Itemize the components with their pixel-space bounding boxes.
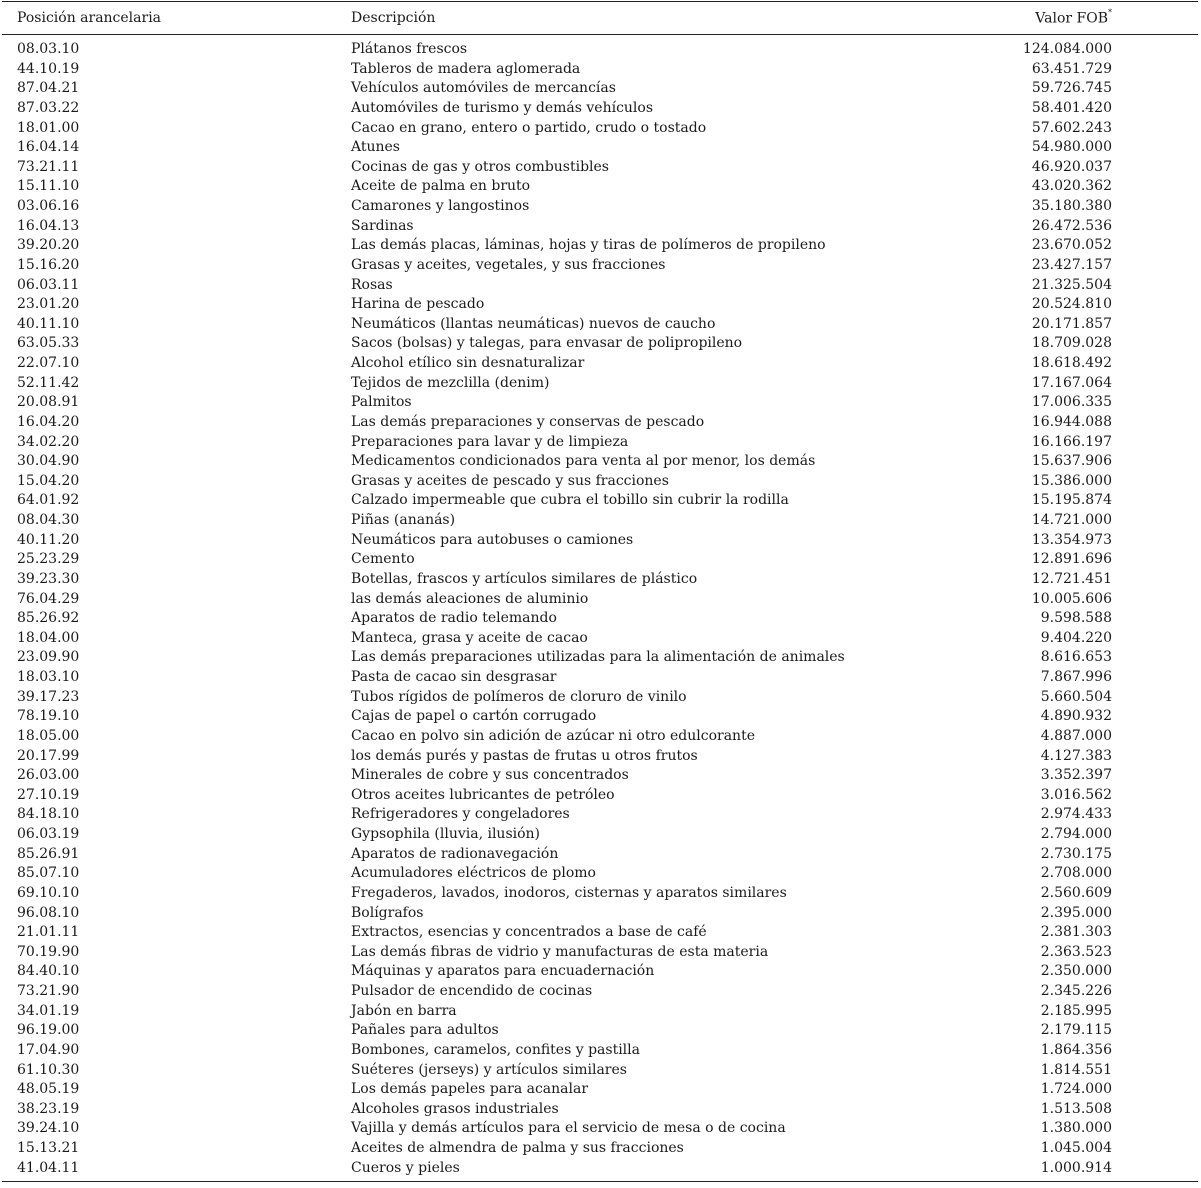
- cell-value: 14.721.000: [1031, 512, 1112, 528]
- table-row: [2, 805, 1198, 825]
- table-row: [2, 79, 1198, 99]
- table-row: [2, 452, 1198, 472]
- cell-value: 9.404.220: [1040, 629, 1112, 646]
- cell-description: Cemento: [351, 551, 415, 568]
- table-row: [2, 786, 1198, 806]
- cell-position: 84.18.10: [17, 806, 80, 823]
- table-row: [2, 923, 1198, 943]
- cell-value: 1.380.000: [1040, 1120, 1112, 1137]
- cell-position: 34.02.20: [17, 433, 80, 450]
- cell-description: Medicamentos condicionados para venta al por menor, los demás: [351, 453, 816, 470]
- cell-value: 63.451.729: [1031, 60, 1112, 77]
- table-row: [2, 747, 1198, 767]
- cell-value: 3.352.397: [1040, 767, 1112, 784]
- cell-description: Manteca, grasa y aceite de cacao: [351, 629, 588, 646]
- cell-value: 4.890.932: [1040, 708, 1112, 725]
- cell-description: Pasta de cacao sin desgrasar: [351, 669, 557, 685]
- table-row: [2, 315, 1198, 335]
- cell-value: 15.637.906: [1031, 453, 1112, 470]
- cell-position: 40.11.20: [17, 531, 80, 548]
- cell-position: 73.21.90: [17, 983, 80, 999]
- cell-value: 21.325.504: [1031, 276, 1112, 293]
- cell-description: Neumáticos para autobuses o camiones: [351, 531, 634, 548]
- cell-value: 2.350.000: [1040, 963, 1112, 980]
- cell-value: 2.179.115: [1040, 1022, 1112, 1039]
- cell-position: 26.03.00: [17, 767, 80, 784]
- cell-description: Neumáticos (llantas neumáticas) nuevos de caucho: [351, 315, 716, 332]
- cell-value: 3.016.562: [1040, 786, 1112, 803]
- table-row: [2, 766, 1198, 786]
- cell-description: Refrigeradores y congeladores: [351, 806, 570, 823]
- cell-position: 85.26.92: [17, 610, 80, 627]
- cell-position: 44.10.19: [17, 60, 80, 77]
- cell-description: Los demás papeles para acanalar: [351, 1081, 589, 1098]
- cell-value: 12.891.696: [1031, 551, 1112, 568]
- cell-description: Pañales para adultos: [351, 1022, 499, 1039]
- cell-position: 70.19.90: [17, 943, 80, 960]
- cell-value: 1.864.356: [1040, 1041, 1112, 1058]
- table-row: [2, 217, 1198, 237]
- table-row: [2, 177, 1198, 197]
- cell-description: Aparatos de radionavegación: [351, 845, 559, 862]
- table-row: [2, 1041, 1198, 1061]
- cell-description: Vehículos automóviles de mercancías: [351, 80, 616, 97]
- cell-description: Vajilla y demás artículos para el servicio de mesa o de cocina: [351, 1120, 786, 1137]
- cell-description: Calzado impermeable que cubra el tobillo sin cubrir la rodilla: [351, 492, 789, 509]
- cell-position: 96.08.10: [17, 904, 80, 921]
- table-row: [2, 531, 1198, 551]
- table-row: [2, 1080, 1198, 1100]
- cell-description: Plátanos frescos: [351, 41, 468, 57]
- cell-value: 12.721.451: [1031, 570, 1112, 587]
- table-row: [2, 648, 1198, 668]
- cell-position: 06.03.19: [17, 826, 80, 842]
- cell-value: 4.127.383: [1040, 747, 1112, 764]
- cell-description: Cacao en grano, entero o partido, crudo o tostado: [351, 119, 707, 136]
- table-row: [2, 138, 1198, 158]
- cell-description: Atunes: [351, 139, 400, 156]
- cell-description: Alcoholes grasos industriales: [351, 1100, 559, 1117]
- cell-position: 22.07.10: [17, 355, 80, 371]
- cell-description: Sacos (bolsas) y talegas, para envasar de polipropileno: [351, 335, 743, 352]
- table-row: [2, 570, 1198, 590]
- cell-description: Minerales de cobre y sus concentrados: [351, 767, 629, 784]
- table-row: [2, 40, 1198, 60]
- table-row: [2, 433, 1198, 453]
- cell-position: 17.04.90: [17, 1041, 80, 1058]
- table-row: [2, 60, 1198, 80]
- cell-position: 38.23.19: [17, 1100, 80, 1117]
- cell-value: 1.724.000: [1040, 1081, 1112, 1098]
- cell-value: 13.354.973: [1031, 531, 1112, 548]
- cell-position: 30.04.90: [17, 453, 80, 470]
- table-row: [2, 158, 1198, 178]
- cell-position: 96.19.00: [17, 1022, 80, 1039]
- cell-position: 39.17.23: [17, 688, 80, 705]
- table-row: [2, 491, 1198, 511]
- cell-position: 16.04.14: [17, 139, 80, 156]
- cell-value: 18.618.492: [1031, 355, 1112, 371]
- table-row: [2, 236, 1198, 256]
- table-row: [2, 1119, 1198, 1139]
- cell-value: 20.171.857: [1031, 315, 1112, 332]
- cell-value: 10.005.606: [1031, 590, 1112, 607]
- cell-position: 15.13.21: [17, 1140, 80, 1156]
- cell-position: 69.10.10: [17, 884, 80, 901]
- cell-position: 87.03.22: [17, 99, 80, 116]
- cell-position: 03.06.16: [17, 198, 80, 214]
- cell-position: 52.11.42: [17, 374, 80, 391]
- table-row: [2, 99, 1198, 119]
- cell-position: 73.21.11: [17, 158, 80, 175]
- cell-position: 39.20.20: [17, 237, 80, 254]
- table-row: [2, 629, 1198, 649]
- cell-position: 15.16.20: [17, 256, 80, 273]
- header-value-footnote-mark: *: [1108, 8, 1112, 17]
- cell-description: Harina de pescado: [351, 296, 485, 313]
- table-row: [2, 197, 1198, 217]
- cell-description: Sardinas: [351, 217, 414, 234]
- cell-description: Pulsador de encendido de cocinas: [351, 983, 593, 999]
- cell-value: 9.598.588: [1040, 610, 1112, 627]
- table-row: [2, 256, 1198, 276]
- cell-value: 18.709.028: [1031, 335, 1112, 352]
- cell-description: Tejidos de mezclilla (denim): [351, 374, 550, 391]
- cell-description: Tubos rígidos de polímeros de cloruro de vinilo: [351, 688, 687, 705]
- cell-value: 15.195.874: [1031, 492, 1112, 509]
- cell-description: Bombones, caramelos, confites y pastilla: [351, 1041, 640, 1058]
- cell-position: 18.01.00: [17, 119, 80, 136]
- cell-value: 16.166.197: [1031, 433, 1112, 450]
- cell-value: 1.045.004: [1040, 1140, 1112, 1156]
- table-row: [2, 295, 1198, 315]
- table-row: [2, 511, 1198, 531]
- cell-position: 63.05.33: [17, 335, 80, 352]
- export-table: [2, 0, 1198, 1182]
- cell-description: Otros aceites lubricantes de petróleo: [351, 786, 615, 803]
- table-row: [2, 609, 1198, 629]
- cell-position: 85.26.91: [17, 845, 80, 862]
- header-position: Posición arancelaria: [17, 10, 162, 26]
- table-bottom-rule: [2, 1181, 1198, 1182]
- table-row: [2, 668, 1198, 688]
- table-row: [2, 1100, 1198, 1120]
- cell-description: Jabón en barra: [351, 1002, 457, 1019]
- cell-description: Botellas, frascos y artículos similares de plástico: [351, 570, 698, 587]
- cell-description: Automóviles de turismo y demás vehículos: [351, 99, 654, 116]
- cell-value: 2.395.000: [1040, 904, 1112, 921]
- cell-value: 1.513.508: [1040, 1100, 1112, 1117]
- cell-value: 2.363.523: [1040, 943, 1112, 960]
- cell-value: 59.726.745: [1031, 80, 1112, 97]
- cell-position: 16.04.13: [17, 217, 80, 234]
- cell-position: 15.11.10: [17, 178, 80, 195]
- cell-position: 64.01.92: [17, 492, 80, 509]
- cell-position: 16.04.20: [17, 413, 80, 430]
- table-row: [2, 904, 1198, 924]
- cell-description: Cacao en polvo sin adición de azúcar ni otro edulcorante: [351, 727, 755, 744]
- cell-description: Gypsophila (lluvia, ilusión): [351, 826, 541, 842]
- table-header: [2, 2, 1198, 34]
- cell-value: 2.974.433: [1040, 806, 1112, 823]
- table-row: [2, 845, 1198, 865]
- cell-position: 40.11.10: [17, 315, 80, 332]
- cell-description: los demás purés y pastas de frutas u otros frutos: [351, 747, 698, 764]
- table-row: [2, 825, 1198, 845]
- cell-position: 20.08.91: [17, 394, 80, 411]
- cell-value: 17.006.335: [1031, 394, 1112, 411]
- cell-value: 2.560.609: [1040, 884, 1112, 901]
- table-row: [2, 1061, 1198, 1081]
- cell-value: 2.708.000: [1040, 865, 1112, 882]
- cell-value: 2.794.000: [1040, 826, 1112, 842]
- cell-position: 78.19.10: [17, 708, 80, 725]
- table-row: [2, 1002, 1198, 1022]
- table-row: [2, 707, 1198, 727]
- table-row: [2, 884, 1198, 904]
- cell-position: 08.04.30: [17, 512, 80, 528]
- cell-position: 27.10.19: [17, 786, 80, 803]
- header-value-label: Valor FOB: [1035, 10, 1108, 27]
- cell-value: 17.167.064: [1031, 374, 1112, 391]
- cell-position: 61.10.30: [17, 1061, 80, 1078]
- cell-value: 15.386.000: [1031, 472, 1112, 489]
- cell-value: 5.660.504: [1040, 688, 1112, 705]
- table-row: [2, 943, 1198, 963]
- cell-description: Aceite de palma en bruto: [351, 178, 531, 195]
- table-row: [2, 354, 1198, 374]
- cell-description: Rosas: [351, 276, 393, 293]
- cell-description: Bolígrafos: [351, 904, 424, 921]
- cell-description: Fregaderos, lavados, inodoros, cisternas y aparatos similares: [351, 884, 787, 901]
- table-row: [2, 962, 1198, 982]
- cell-value: 57.602.243: [1031, 119, 1112, 136]
- cell-value: 35.180.380: [1031, 198, 1112, 214]
- cell-description: Máquinas y aparatos para encuadernación: [351, 963, 655, 980]
- cell-value: 2.730.175: [1040, 845, 1112, 862]
- cell-position: 23.01.20: [17, 296, 80, 313]
- cell-value: 58.401.420: [1031, 99, 1112, 116]
- cell-description: Alcohol etílico sin desnaturalizar: [351, 355, 585, 371]
- cell-value: 23.670.052: [1031, 237, 1112, 254]
- cell-position: 20.17.99: [17, 747, 80, 764]
- cell-description: Las demás preparaciones utilizadas para la alimentación de animales: [351, 649, 845, 666]
- cell-description: Las demás placas, láminas, hojas y tiras de polímeros de propileno: [351, 237, 826, 254]
- table-row: [2, 1139, 1198, 1159]
- cell-value: 2.185.995: [1040, 1002, 1112, 1019]
- cell-description: Palmitos: [351, 394, 412, 411]
- cell-value: 46.920.037: [1031, 158, 1112, 175]
- table-row: [2, 334, 1198, 354]
- cell-description: Las demás fibras de vidrio y manufacturas de esta materia: [351, 943, 769, 960]
- cell-description: Cueros y pieles: [351, 1159, 460, 1176]
- cell-position: 18.03.10: [17, 669, 80, 685]
- cell-position: 08.03.10: [17, 41, 80, 57]
- cell-position: 76.04.29: [17, 590, 80, 607]
- header-value: [1035, 10, 1112, 27]
- cell-position: 18.04.00: [17, 629, 80, 646]
- header-description: Descripción: [351, 10, 436, 26]
- cell-value: 4.887.000: [1040, 727, 1112, 744]
- cell-description: Suéteres (jerseys) y artículos similares: [351, 1061, 627, 1078]
- cell-description: Cajas de papel o cartón corrugado: [351, 708, 597, 725]
- table-row: [2, 590, 1198, 610]
- cell-description: Extractos, esencias y concentrados a base de café: [351, 924, 707, 941]
- table-row: [2, 550, 1198, 570]
- cell-value: 26.472.536: [1031, 217, 1112, 234]
- cell-value: 2.345.226: [1040, 983, 1112, 999]
- cell-value: 7.867.996: [1040, 669, 1112, 685]
- cell-description: Cocinas de gas y otros combustibles: [351, 158, 609, 175]
- cell-description: Grasas y aceites de pescado y sus fracciones: [351, 472, 669, 489]
- cell-description: Preparaciones para lavar y de limpieza: [351, 433, 629, 450]
- table-row: [2, 1159, 1198, 1179]
- cell-position: 87.04.21: [17, 80, 80, 97]
- cell-position: 39.24.10: [17, 1120, 80, 1137]
- table-row: [2, 688, 1198, 708]
- cell-description: Aceites de almendra de palma y sus fracciones: [351, 1140, 684, 1156]
- table-row: [2, 413, 1198, 433]
- cell-description: las demás aleaciones de aluminio: [351, 590, 589, 607]
- cell-value: 16.944.088: [1031, 413, 1112, 430]
- table-row: [2, 727, 1198, 747]
- table-row: [2, 472, 1198, 492]
- cell-description: Acumuladores eléctricos de plomo: [351, 865, 596, 882]
- cell-description: Las demás preparaciones y conservas de pescado: [351, 413, 705, 430]
- cell-value: 54.980.000: [1031, 139, 1112, 156]
- cell-value: 20.524.810: [1031, 296, 1112, 313]
- cell-description: Grasas y aceites, vegetales, y sus fracciones: [351, 256, 666, 273]
- cell-position: 15.04.20: [17, 472, 80, 489]
- cell-description: Piñas (ananás): [351, 512, 456, 528]
- cell-value: 1.814.551: [1040, 1061, 1112, 1078]
- table-row: [2, 864, 1198, 884]
- cell-position: 84.40.10: [17, 963, 80, 980]
- cell-value: 2.381.303: [1040, 924, 1112, 941]
- cell-position: 48.05.19: [17, 1081, 80, 1098]
- table-row: [2, 119, 1198, 139]
- cell-position: 18.05.00: [17, 727, 80, 744]
- table-row: [2, 393, 1198, 413]
- cell-position: 25.23.29: [17, 551, 80, 568]
- cell-position: 41.04.11: [17, 1159, 80, 1176]
- cell-value: 1.000.914: [1040, 1159, 1112, 1176]
- cell-value: 124.084.000: [1022, 41, 1112, 57]
- table-row: [2, 1021, 1198, 1041]
- cell-position: 21.01.11: [17, 924, 80, 941]
- cell-position: 39.23.30: [17, 570, 80, 587]
- cell-position: 34.01.19: [17, 1002, 80, 1019]
- cell-description: Camarones y langostinos: [351, 198, 530, 214]
- cell-value: 43.020.362: [1031, 178, 1112, 195]
- cell-value: 23.427.157: [1031, 256, 1112, 273]
- cell-value: 8.616.653: [1040, 649, 1112, 666]
- cell-position: 85.07.10: [17, 865, 80, 882]
- table-body: [2, 35, 1198, 1178]
- cell-position: 06.03.11: [17, 276, 80, 293]
- cell-position: 23.09.90: [17, 649, 80, 666]
- cell-description: Tableros de madera aglomerada: [351, 60, 581, 77]
- table-row: [2, 982, 1198, 1002]
- table-row: [2, 276, 1198, 296]
- cell-description: Aparatos de radio telemando: [351, 610, 557, 627]
- table-row: [2, 374, 1198, 394]
